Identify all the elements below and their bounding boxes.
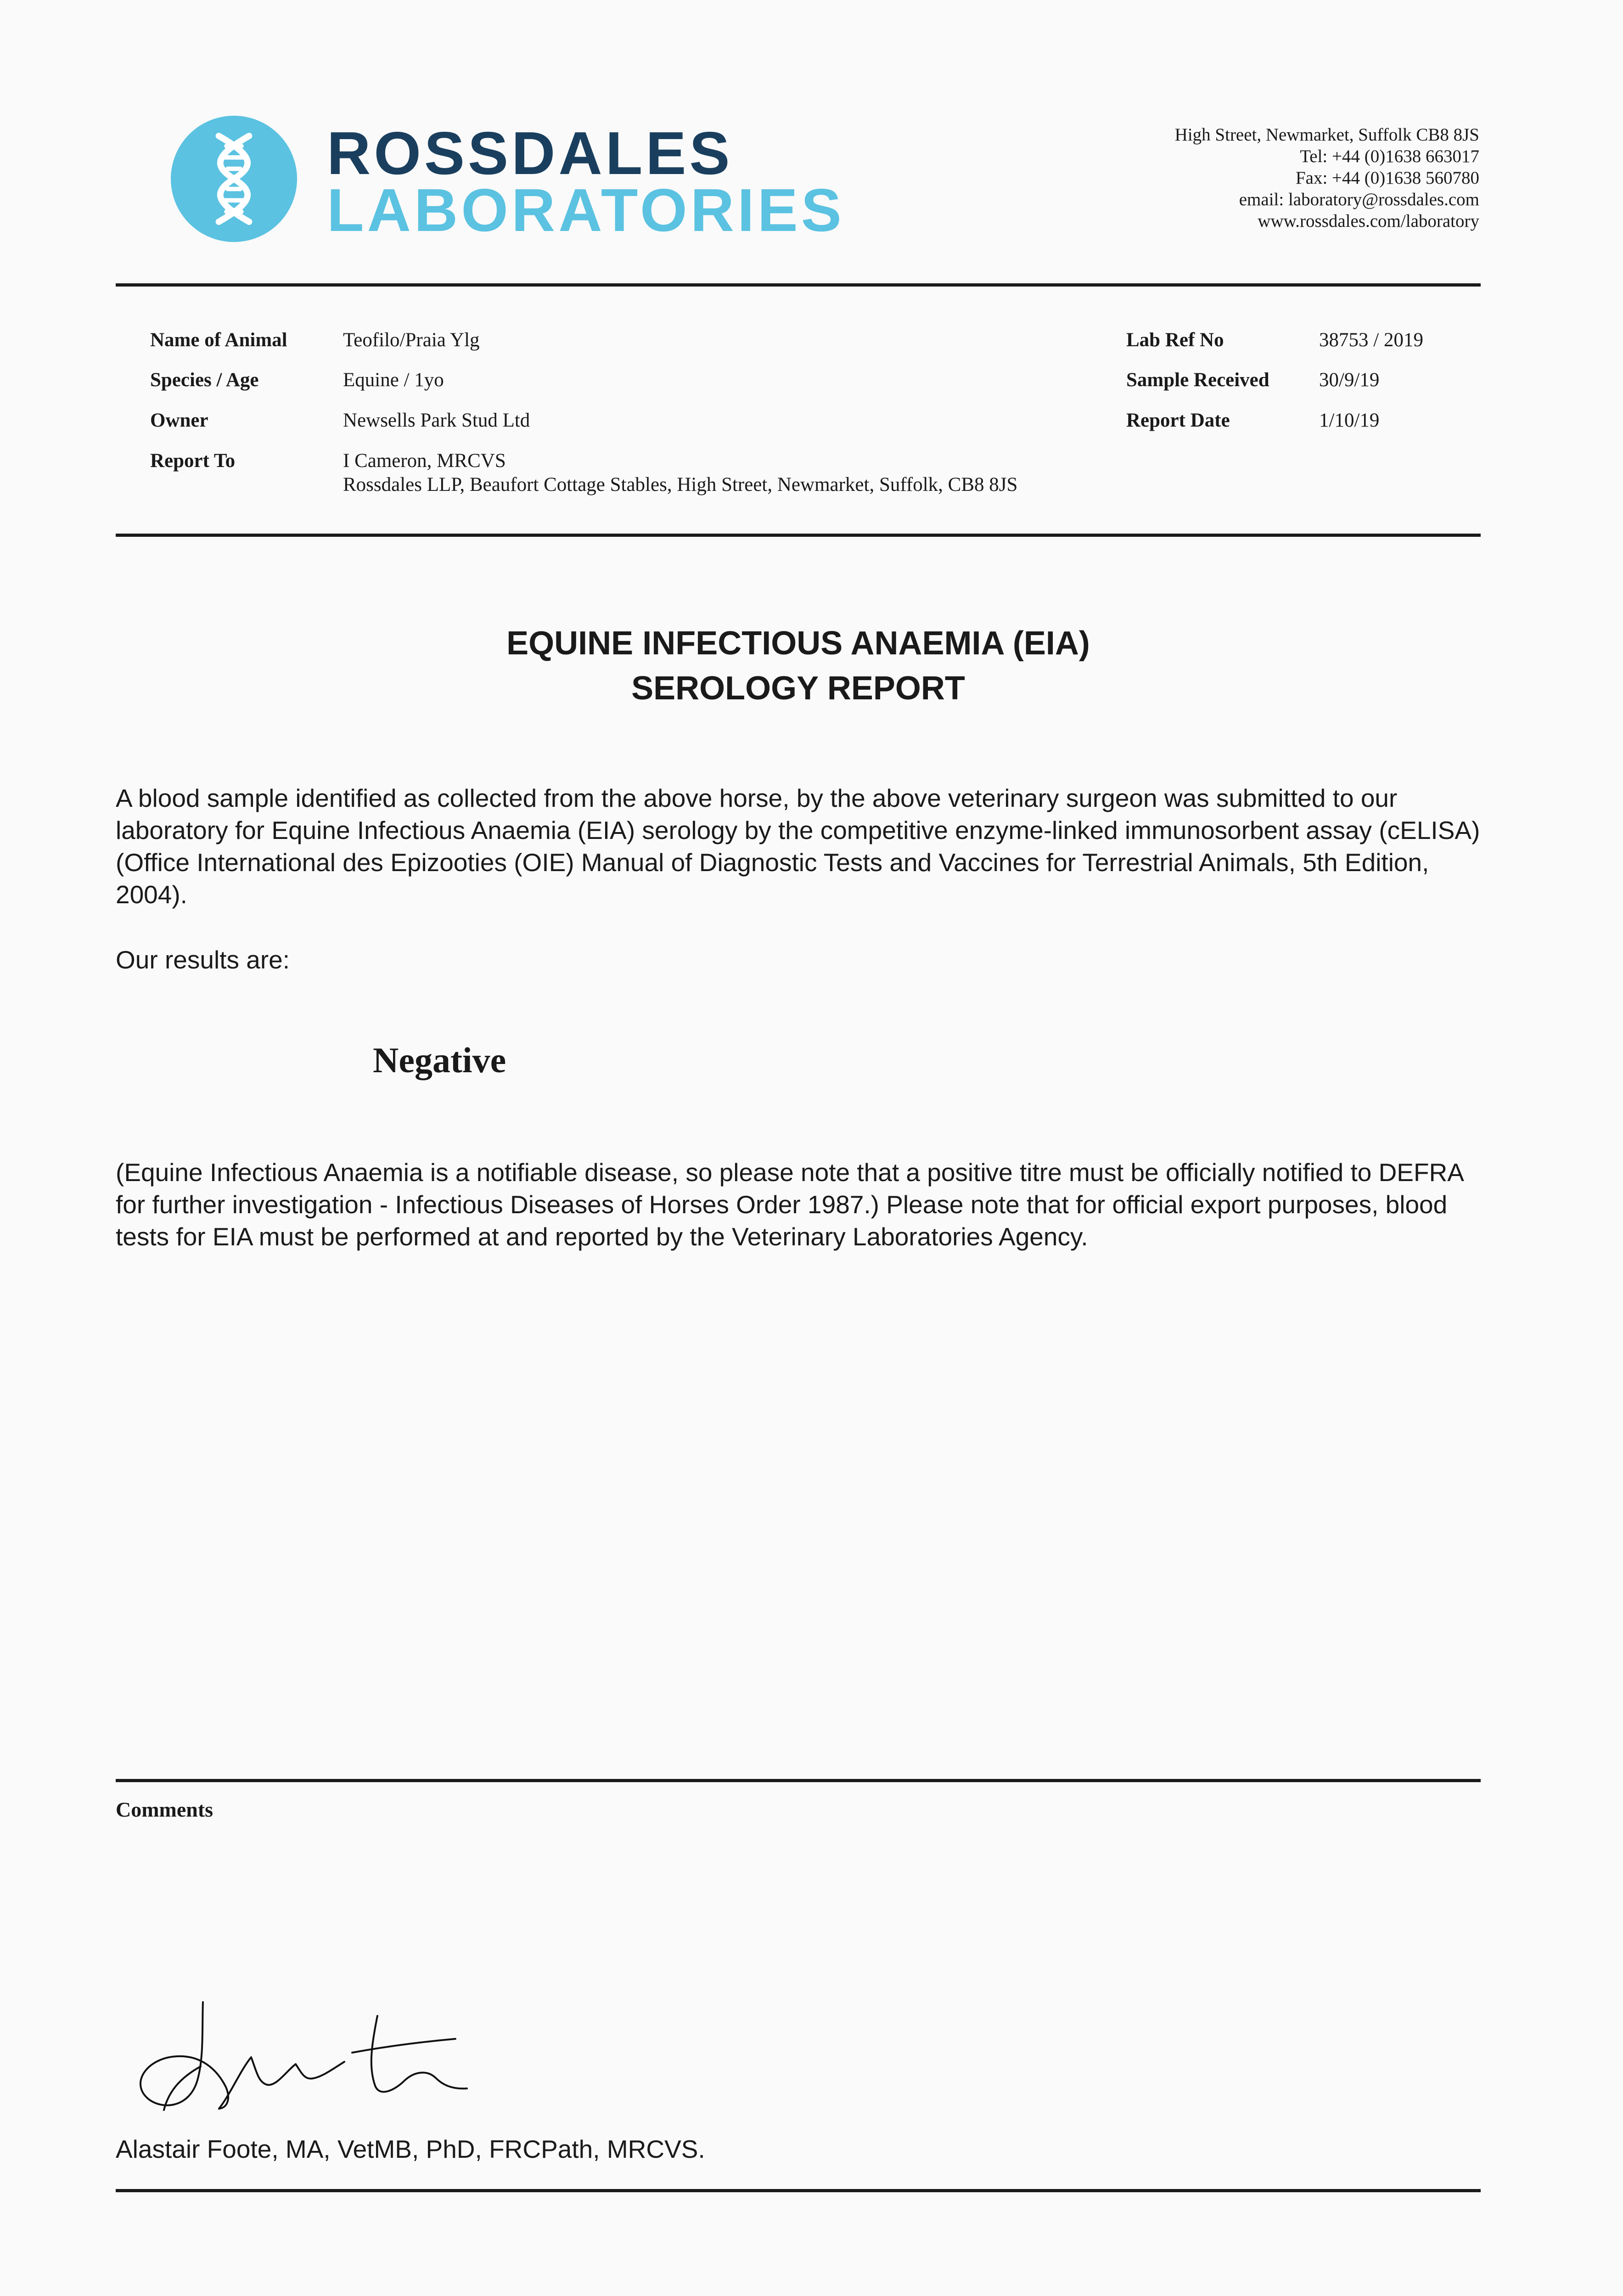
report-to-line2: Rossdales LLP, Beaufort Cottage Stables, High Street, Newmarket, Suffolk, CB8 8JS — [343, 474, 1018, 495]
brand-name-line1: ROSSDALES — [327, 119, 733, 187]
footer-divider — [116, 2189, 1481, 2192]
contact-block — [1066, 124, 1479, 232]
species-age-label: Species / Age — [150, 369, 259, 391]
signature-image — [120, 1988, 478, 2126]
contact-fax: Fax: +44 (0)1638 560780 — [1295, 168, 1479, 188]
report-to-line1: I Cameron, MRCVS — [343, 450, 506, 472]
brand-name-line2: LABORATORIES — [327, 176, 845, 244]
report-title-line2: SEROLOGY REPORT — [631, 670, 965, 707]
contact-email[interactable]: email: laboratory@rossdales.com — [1239, 190, 1479, 209]
contact-address: High Street, Newmarket, Suffolk CB8 8JS — [1174, 125, 1479, 145]
species-age-value: Equine / 1yo — [343, 369, 444, 391]
header-divider — [116, 283, 1481, 287]
report-date-label: Report Date — [1126, 410, 1230, 431]
comments-divider — [116, 1779, 1481, 1782]
owner-value: Newsells Park Stud Ltd — [343, 410, 530, 431]
comments-label: Comments — [116, 1798, 213, 1821]
contact-tel: Tel: +44 (0)1638 663017 — [1300, 146, 1479, 166]
lab-ref-value: 38753 / 2019 — [1319, 329, 1423, 351]
result-value: Negative — [373, 1040, 506, 1080]
animal-label: Name of Animal — [150, 329, 287, 351]
report-date-value: 1/10/19 — [1319, 410, 1380, 431]
animal-value: Teofilo/Praia Ylg — [343, 329, 480, 351]
report-title-line1: EQUINE INFECTIOUS ANAEMIA (EIA) — [506, 625, 1090, 662]
contact-website[interactable]: www.rossdales.com/laboratory — [1258, 211, 1479, 231]
owner-label: Owner — [150, 410, 208, 431]
intro-paragraph: A blood sample identified as collected from the above horse, by the above veterinary surgeon was submitted to our laboratory for Equine Infectious Anaemia (EIA) serology by the competitive enzyme-linked immunosorbent assay (cELISA) (Office International des Epizooties (OIE) Manual of Diagnostic Tests and Vaccines for Terrestrial Animals, 5th Edition, 2004). — [116, 784, 1480, 909]
lab-ref-label: Lab Ref No — [1126, 329, 1224, 351]
sample-received-value: 30/9/19 — [1319, 369, 1380, 391]
report-to-label: Report To — [150, 450, 236, 472]
signatory-name: Alastair Foote, MA, VetMB, PhD, FRCPath, MRCVS. — [116, 2135, 705, 2163]
notice-paragraph: (Equine Infectious Anaemia is a notifiable disease, so please note that a positive titre must be officially notified to DEFRA for further investigation - Infectious Diseases of Horses Order 1987.) Please note that for official export purposes, blood tests for EIA must be performed at and reported by the Veterinary Laboratories Agency. — [116, 1158, 1463, 1251]
dna-helix-icon — [171, 116, 297, 242]
results-intro: Our results are: — [116, 945, 290, 974]
report-title — [116, 621, 1481, 711]
details-divider — [116, 534, 1481, 537]
sample-received-label: Sample Received — [1126, 369, 1269, 391]
